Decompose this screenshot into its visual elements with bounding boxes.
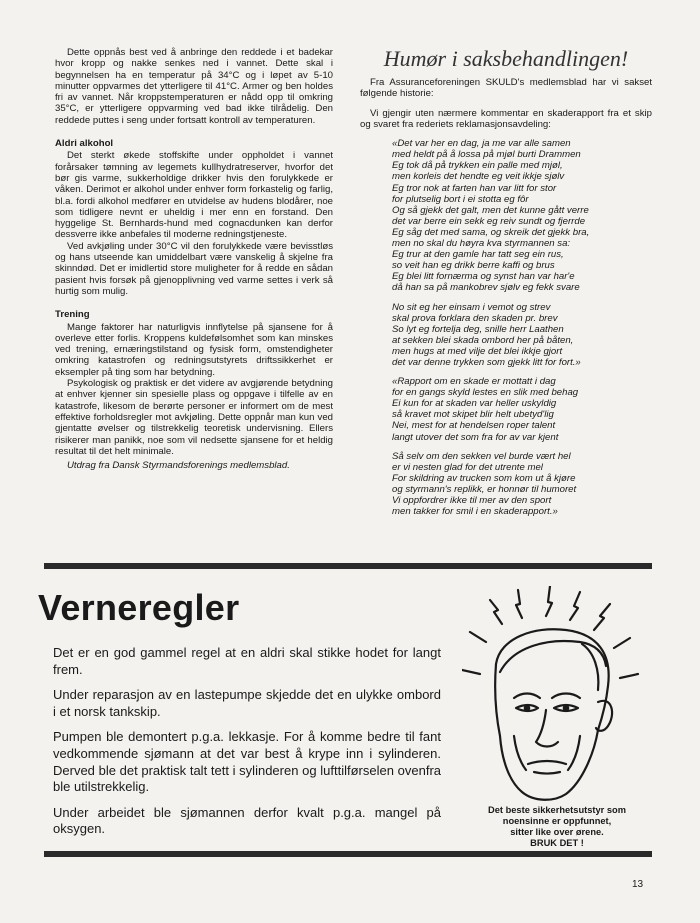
poem-line: so veit han eg drikk berre kaffi og brus bbox=[392, 260, 555, 272]
page-number: 13 bbox=[632, 879, 644, 890]
poem-line: men korleis det hendte eg veit ikkje sjølv bbox=[392, 171, 565, 183]
alcohol-paragraph-2: Ved avkjøling under 30°C vil den forulykkede være bevisstløs og hans utseende kan umiddelbart være vanskelig å skjelne fra skinndød. Det er imidlertid store muligheter for å redde en sådan pasient hvis forsøk på gjenopplivning ved varme settes i verk så hurtig som mulig. bbox=[55, 240, 333, 297]
poem-line: Eg tror nok at farten han var litt for stor bbox=[392, 182, 557, 194]
poem-line: men hugs at med vilje det blei ikkje gjort bbox=[392, 345, 563, 357]
article-title: Humør i saksbehandlingen! bbox=[383, 46, 629, 71]
caption-line: Det beste sikkerhetsutstyr som bbox=[488, 805, 626, 815]
right-column bbox=[360, 47, 652, 525]
thinking-head-illustration bbox=[462, 586, 652, 806]
illustration-caption bbox=[462, 805, 652, 849]
alcohol-paragraph-1: Det sterkt økede stoffskifte under oppholdet i vannet forårsaker tømning av legemets kullhydratreserver, hvorfor det bør gis varme, sukkerholdige drikker hvis den forulykkede er våken. Derimot er alkohol under enhver form forkastelig og farlig, bl.a. fordi alkohol medfører en utvidelse av hudens blodårer, noe som tidligere nevnt er uheldig i mer enn en forstand. Den hyggelige St. Bernhards-hund med cognacdunken kan derfor dessverre ikke anbefales til moderne redningstjeneste. bbox=[55, 150, 333, 241]
poem-line: Eg trur at den gamle har tatt seg ein rus, bbox=[392, 249, 564, 261]
safety-paragraph-4: Under arbeidet ble sjømannen derfor kvalt p.g.a. mangel på oksygen. bbox=[53, 804, 441, 837]
lead-paragraph-right: Vi gjengir uten nærmere kommentar en skaderapport fra et skip og svaret fra rederiets reklamasjonsavdeling: bbox=[360, 107, 652, 130]
safety-paragraph-1: Det er en god gammel regel at en aldri skal stikke hodet for langt frem. bbox=[53, 645, 441, 677]
poem-line: for en gangs skyld lestes en slik med behag bbox=[392, 387, 579, 399]
section-heading-training: Trening bbox=[55, 309, 90, 321]
poem-line: Nei, mest for at hendelsen roper talent bbox=[392, 420, 556, 432]
safety-article-body bbox=[53, 645, 441, 847]
intro-paragraph-right: Fra Assuranceforeningen SKULD's medlemsblad har vi sakset følgende historie: bbox=[360, 77, 652, 100]
safety-paragraph-3: Pumpen ble demontert p.g.a. lekkasje. For å komme bedre til fant vedkommende sjømann at det var best å krype inn i sylinderen. Derved ble det praktisk talt tett i sylinderen og lufttilførselen ovenfra ble utilstrekkelig. bbox=[53, 729, 441, 795]
caption-line: sitter like over ørene. bbox=[510, 827, 604, 837]
poem-line: då han sa på mankobrev sjølv eg fekk svare bbox=[392, 282, 580, 294]
poem-line: Eg tok då på trykken ein palle med mjøl, bbox=[392, 160, 563, 172]
training-paragraph-1: Mange faktorer har naturligvis innflytelse på sjansene for å overleve etter forlis. Kroppens kuldefølsomhet som kan minskes ved trening, ernæringstilstand og fysisk form, omstendigheter omkring katastrofen og redningsutstyrets driftssikkerhet er eksempler på ting som har betydning. bbox=[55, 321, 333, 378]
poem bbox=[392, 138, 652, 517]
poem-line: «Rapport om en skade er mottatt i dag bbox=[392, 376, 556, 388]
section-headline: Verneregler bbox=[38, 587, 240, 628]
poem-line: No sit eg her einsam i vemot og strev bbox=[392, 301, 551, 313]
section-divider-top bbox=[44, 563, 652, 569]
poem-line: så kravet mot skipet blir helt ubetyd'lig bbox=[392, 409, 554, 421]
source-credit: Utdrag fra Dansk Styrmandsforenings medlemsblad. bbox=[67, 460, 290, 472]
poem-line: Så selv om den sekken vel burde vært hel bbox=[392, 450, 571, 462]
intro-paragraph: Dette oppnås best ved å anbringe den reddede i et badekar hvor kropp og nakke senkes ned i vannet. Dette skal i begynnelsen ha en temperatur på 34°C og i løpet av 5-10 minutter oppvarmes det ytterligere til 41°C. Armer og ben holdes fri av vannet. Når kroppstemperaturen er nådd opp til omkring 35°C, er ytterligere oppvarming ved bad ikke tilrådelig. Den reddede puttes i seng under fortsatt kontroll av temperaturen. bbox=[55, 47, 333, 126]
poem-line: det var denne trykken som gjekk litt for fort.» bbox=[392, 356, 581, 368]
poem-stanza bbox=[392, 376, 652, 443]
poem-line: So lyt eg fortelja deg, snille herr Laathen bbox=[392, 323, 564, 335]
section-divider-bottom bbox=[44, 851, 652, 857]
poem-line: For skildring av trucken som kom ut å kjøre bbox=[392, 472, 576, 484]
section-heading-alcohol: Aldri alkohol bbox=[55, 138, 114, 150]
poem-line: Ei kun for at skaden var heller uskyldig bbox=[392, 398, 557, 410]
poem-stanza bbox=[392, 451, 652, 518]
training-paragraph-2: Psykologisk og praktisk er det videre av avgjørende betydning at enhver kjenner sin spesielle plass og oppgave i tilfelle av en katastrofe, likesom de berørte personer er informert om de mest effektive forholdsregler mot avkjøling. Dette oppnår man kun ved gjentatte øvelser og tilstrekkelig teoretisk undervisning. Ellers risikerer man panikk, noe som vil nedsette sjansene for et heldig resultat til det helt minimale. bbox=[55, 378, 333, 457]
poem-line: men no skal du høyra kva styrmannen sa: bbox=[392, 238, 571, 250]
left-column bbox=[55, 47, 333, 471]
poem-line: men takker for smil i en skaderapport.» bbox=[392, 506, 558, 518]
poem-line: med heldt på å lossa på mjøl burti Drammen bbox=[392, 149, 581, 161]
safety-paragraph-2: Under reparasjon av en lastepumpe skjedde det en ulykke ombord i et norsk tankskip. bbox=[53, 687, 441, 719]
poem-line: skal prova forklara den skaden pr. brev bbox=[392, 312, 558, 324]
poem-stanza bbox=[392, 302, 652, 369]
caption-line: BRUK DET ! bbox=[530, 838, 584, 848]
caption-line: noensinne er oppfunnet, bbox=[502, 816, 612, 826]
poem-line: Og så gjekk det galt, men det kunne gått verre bbox=[392, 204, 589, 216]
poem-stanza bbox=[392, 138, 652, 293]
poem-line: og styrmann's replikk, er honnør til humoret bbox=[392, 483, 577, 495]
poem-line: «Det var her en dag, ja me var alle samen bbox=[392, 138, 571, 150]
poem-line: Vi oppfordrer ikke til mer av den sport bbox=[392, 495, 552, 506]
poem-line: det var berre ein sekk eg reiv sundt og fjerrde bbox=[392, 215, 586, 227]
poem-line: er vi nesten glad for det utrente mel bbox=[392, 461, 543, 473]
poem-line: langt utover det som fra for av var kjent bbox=[392, 431, 559, 443]
poem-line: at sekken blei skada ombord her på båten, bbox=[392, 334, 574, 346]
poem-line: Eg såg det med sama, og skreik det gjekk bra, bbox=[392, 226, 590, 238]
poem-line: for plutselig bort i ei stotta eg fôr bbox=[392, 193, 529, 205]
poem-line: Eg blei litt fornærma og synst han var har'e bbox=[392, 271, 575, 283]
